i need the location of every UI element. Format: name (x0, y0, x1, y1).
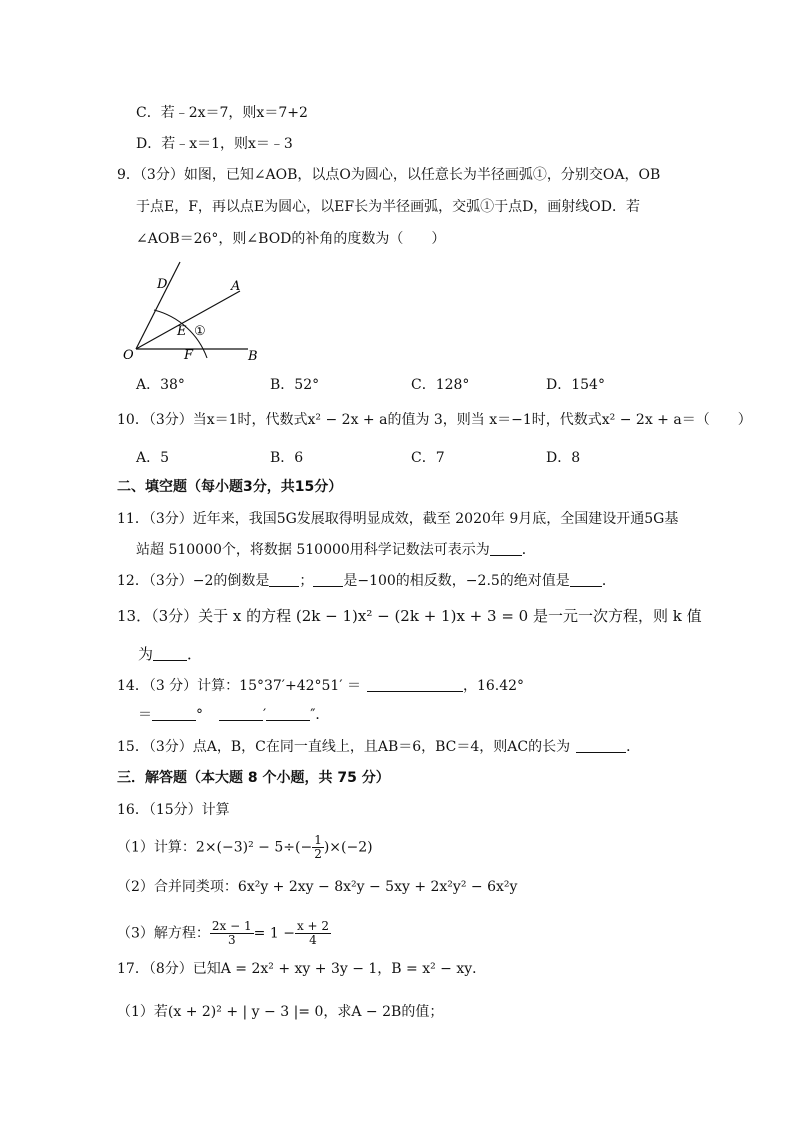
q16-part-3 (117, 920, 331, 947)
q16-p3-fraction-1 (210, 920, 254, 947)
q11-period: ． (521, 542, 536, 558)
fraction-denominator: 3 (227, 933, 236, 947)
fraction-numerator: 1 (314, 833, 322, 847)
q9-option-b: B．52° (270, 377, 320, 393)
q13-stem-line1: 13．（3分）关于 x 的方程 (2k − 1)x² − (2k + 1)x + 3 = 0 是一元一次方程，则 k 值 (117, 607, 702, 625)
q9-option-a: A．38° (136, 377, 185, 393)
q14-text-1: 14．（3 分）计算：15°37′+42°51′ ＝ (117, 678, 361, 694)
q14-min-mark: ′ (263, 707, 267, 723)
q9-stem-line3: ∠AOB＝26°，则∠BOD的补角的度数为（ ） (136, 231, 446, 247)
q16-part-2: （2）合并同类项：6x²y + 2xy − 8x²y − 5xy + 2x²y² − 6x²y (117, 879, 518, 895)
q13-period: ． (187, 645, 203, 663)
q9-stem-line1: 9．（3分）如图，已知∠AOB，以点O为圆心，以任意长为半径画弧①，分别交OA，OB (117, 167, 661, 183)
q10-stem: 10．（3分）当x＝1时，代数式x² − 2x + a的值为 3，则当 x＝−1时，代数式x² − 2x + a＝（ ） (117, 412, 752, 428)
label-f: F (184, 348, 194, 363)
q14-stem-line1 (117, 677, 524, 695)
fraction-denominator: 4 (309, 933, 317, 947)
q10-option-b: B．6 (270, 450, 304, 466)
q16-p1-tail: )×(−2) (323, 839, 373, 856)
q11-stem-line1: 11．（3分）近年来，我国5G发展取得明显成效，截至 2020年 9月底，全国建设开通5G基 (117, 511, 679, 527)
q17-stem: 17．（8分）已知A = 2x² + xy + 3y − 1，B = x² − xy． (117, 961, 487, 977)
q13-stem-line2 (138, 645, 202, 663)
q14-eq: ＝ (138, 707, 152, 723)
q12-blank-1[interactable] (269, 572, 299, 587)
q14-sec-mark: ″． (310, 707, 330, 723)
q12-text-1: 12．（3分）−2的倒数是 (117, 573, 270, 589)
q12-blank-3[interactable] (570, 572, 602, 587)
section-2-heading: 二、填空题（每小题3分，共15分） (117, 479, 343, 495)
label-e: E (177, 324, 187, 339)
q10-option-a: A．5 (136, 450, 170, 466)
q9-angle-figure (118, 258, 268, 368)
fraction-numerator: 2x − 1 (211, 919, 252, 933)
q8-option-d: D．若﹣x＝1，则x＝﹣3 (136, 136, 293, 152)
q16-part-1 (117, 834, 373, 861)
q12-blank-2[interactable] (313, 572, 343, 587)
q16-stem: 16．（15分）计算 (117, 802, 230, 818)
q15-stem (117, 738, 640, 756)
label-o: O (123, 348, 134, 363)
fraction-numerator: x + 2 (296, 919, 330, 933)
q14-text-2: ，16.42° (462, 678, 525, 694)
q14-blank-sec[interactable] (266, 706, 310, 721)
ray-oa (136, 291, 240, 349)
q12-stem (117, 572, 616, 590)
label-circle-1: ① (194, 324, 206, 339)
q16-p1-text: （1）计算：2×(−3)² − 5÷(− (117, 839, 313, 856)
q11-stem-line2 (136, 541, 536, 559)
q16-p3-mid: = 1 − (253, 925, 295, 942)
q11-text: 站超 510000个，将数据 510000用科学记数法可表示为 (136, 542, 490, 558)
q14-blank-min[interactable] (219, 706, 263, 721)
q14-blank-1[interactable] (367, 677, 463, 692)
q13-answer-blank[interactable] (153, 646, 187, 661)
q12-text-2: ； (299, 573, 314, 589)
q8-option-c: C．若﹣2x＝7，则x＝7+2 (136, 105, 308, 121)
q10-option-c: C．7 (411, 450, 445, 466)
q9-stem-line2: 于点E，F，再以点E为圆心，以EF长为半径画弧，交弧①于点D，画射线OD．若 (136, 199, 641, 215)
q13-text: 为 (138, 645, 154, 663)
q10-option-d: D．8 (546, 450, 581, 466)
q14-blank-deg[interactable] (152, 706, 196, 721)
q12-text-4: ． (601, 573, 616, 589)
q9-option-c: C．128° (411, 377, 470, 393)
q15-answer-blank[interactable] (576, 738, 626, 753)
fraction-denominator: 2 (314, 847, 322, 861)
q16-p3-text: （3）解方程： (117, 925, 210, 942)
q16-p1-fraction (312, 834, 324, 861)
q14-stem-line2 (138, 706, 329, 724)
q16-p3-fraction-2 (295, 920, 331, 947)
q9-option-d: D．154° (546, 377, 605, 393)
label-b: B (248, 349, 258, 364)
q11-answer-blank[interactable] (490, 541, 522, 556)
section-3-heading: 三．解答题（本大题 8 个小题，共 75 分） (117, 770, 390, 786)
q15-period: ． (626, 739, 641, 755)
q14-deg-mark: ° (196, 707, 203, 723)
label-d: D (157, 277, 168, 292)
q15-text: 15．（3分）点A，B，C在同一直线上，且AB＝6，BC＝4，则AC的长为 (117, 739, 571, 755)
q17-part-1: （1）若(x + 2)² + | y − 3 |= 0，求A − 2B的值； (117, 1004, 444, 1020)
label-a: A (231, 279, 241, 294)
q12-text-3: 是−100的相反数，−2.5的绝对值是 (343, 573, 570, 589)
ray-od (136, 262, 180, 349)
